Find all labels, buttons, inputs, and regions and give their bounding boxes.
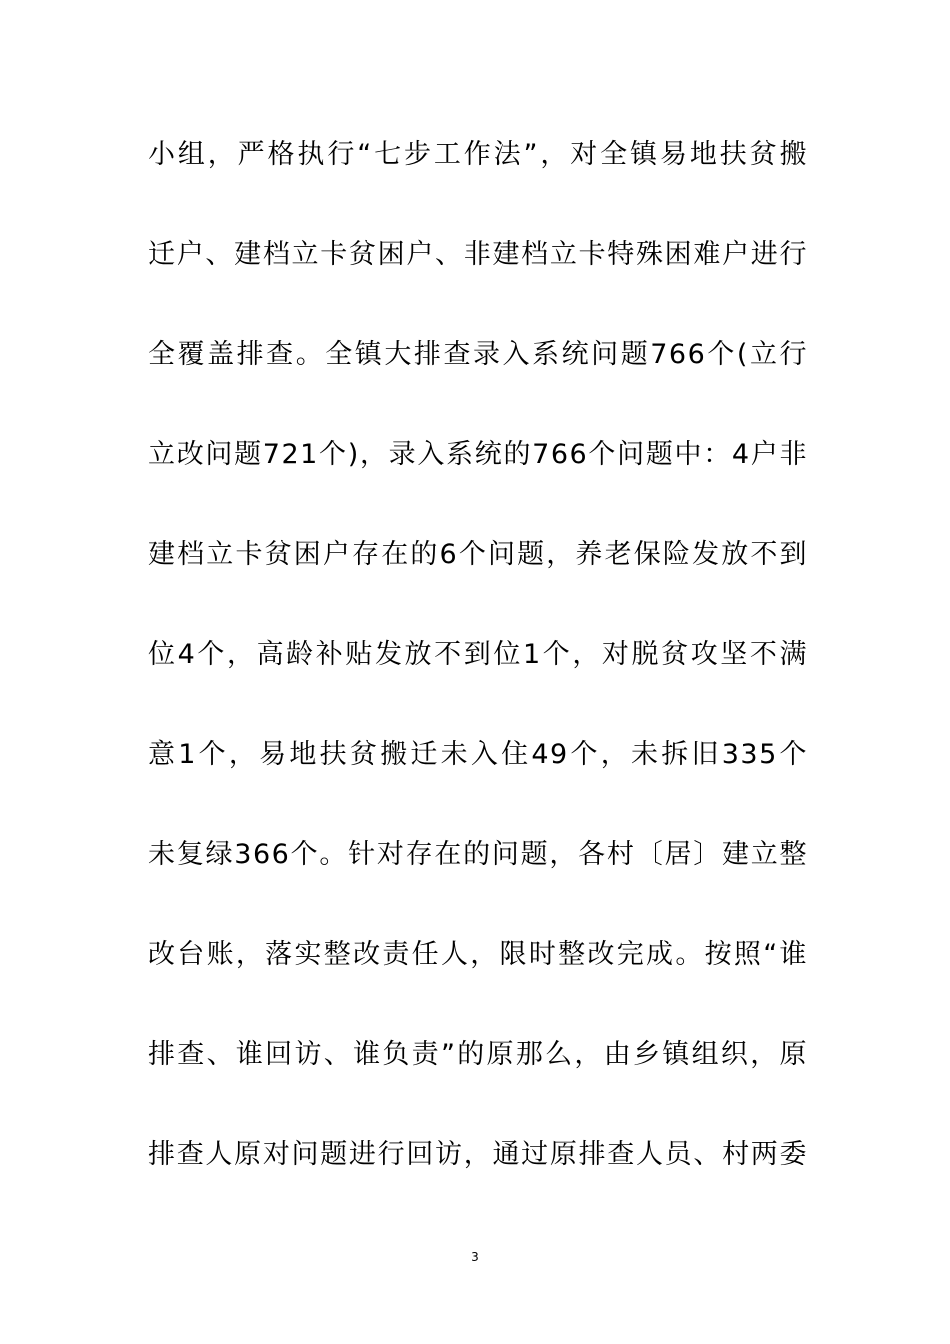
text-line-2: 迁户、建档立卡贫困户、非建档立卡特殊困难户进行 [148, 239, 808, 270]
page-number: 3 [471, 1250, 479, 1264]
text-line-9: 改台账，落实整改责任人，限时整改完成。按照“谁 [148, 939, 808, 970]
text-line-4: 立改问题721个)，录入系统的766个问题中：4户非 [148, 439, 808, 470]
text-line-11: 排查人原对问题进行回访，通过原排查人员、村两委 [148, 1139, 808, 1170]
text-line-1: 小组，严格执行“七步工作法”，对全镇易地扶贫搬 [148, 139, 808, 170]
text-line-3: 全覆盖排查。全镇大排查录入系统问题766个(立行 [148, 339, 808, 370]
text-line-10: 排查、谁回访、谁负责”的原那么，由乡镇组织，原 [148, 1039, 808, 1070]
text-line-6: 位4个，高龄补贴发放不到位1个，对脱贫攻坚不满 [148, 639, 808, 670]
text-line-5: 建档立卡贫困户存在的6个问题，养老保险发放不到 [148, 539, 808, 570]
body-text [148, 125, 808, 1225]
text-line-7: 意1个，易地扶贫搬迁未入住49个，未拆旧335个 [148, 739, 808, 770]
text-line-8: 未复绿366个。针对存在的问题，各村〔居〕建立整 [148, 839, 808, 870]
